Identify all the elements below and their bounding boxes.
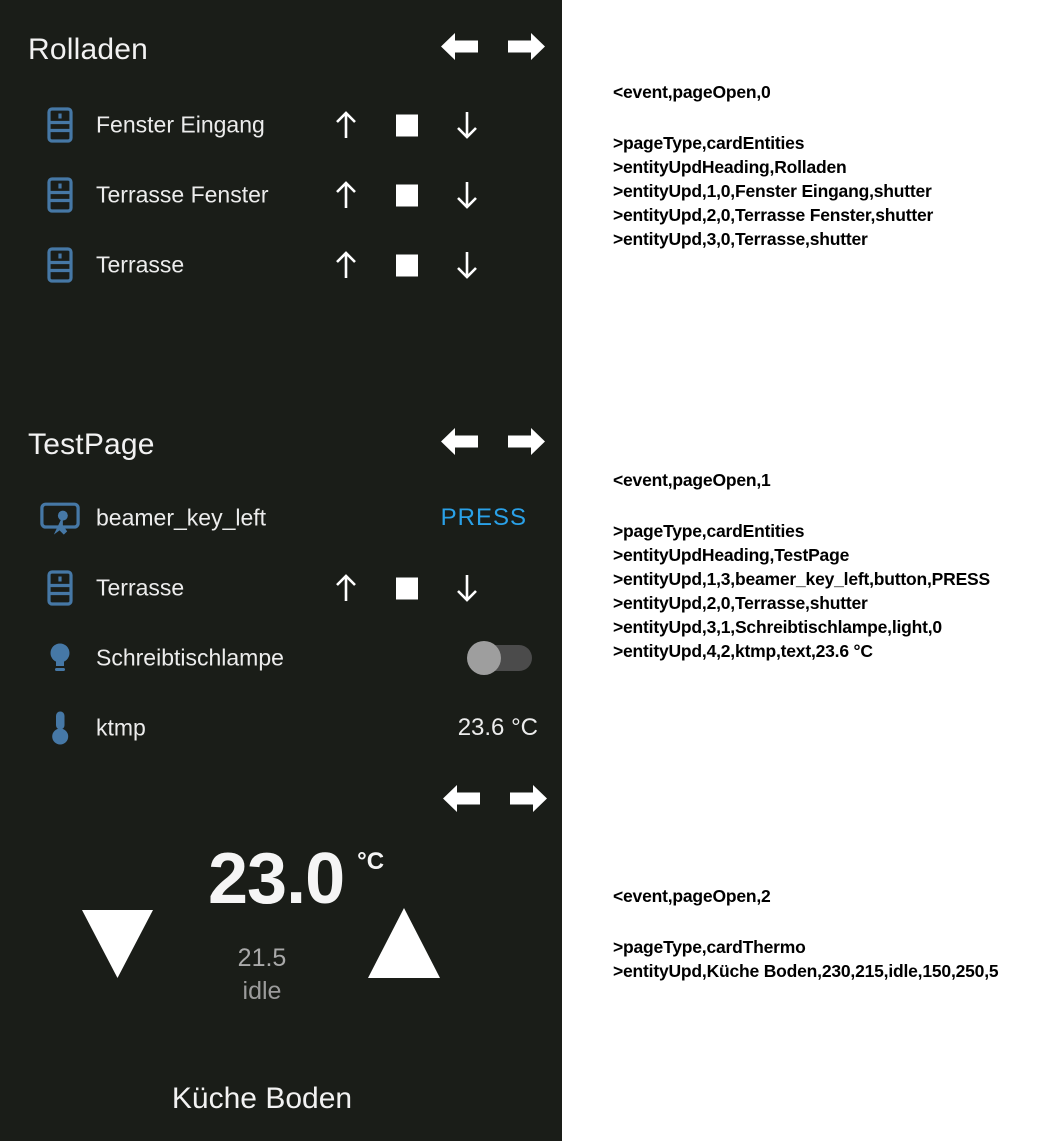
stop-square-icon bbox=[396, 577, 418, 599]
log-block-page1 bbox=[613, 468, 1038, 663]
log-response-lines bbox=[613, 131, 1038, 251]
current-temperature-value: 23.0 bbox=[208, 839, 345, 919]
log-line: >entityUpdHeading,Rolladen bbox=[613, 157, 847, 177]
log-block-page2 bbox=[613, 884, 1038, 983]
log-response-lines bbox=[613, 519, 1038, 663]
log-line: >entityUpd,2,0,Terrasse,shutter bbox=[613, 593, 868, 613]
right-block-arrow-icon bbox=[510, 783, 547, 814]
shutter-stop-button[interactable] bbox=[395, 184, 418, 207]
entity-name: Terrasse Fenster bbox=[96, 181, 269, 208]
entity-name: beamer_key_left bbox=[96, 504, 267, 531]
shutter-up-button[interactable] bbox=[331, 108, 361, 142]
temp-down-button[interactable] bbox=[82, 910, 153, 978]
window-shutter-icon bbox=[40, 107, 80, 143]
hvac-state: idle bbox=[242, 977, 282, 1005]
thermostat-title: Küche Boden bbox=[171, 1082, 353, 1115]
shutter-down-button[interactable] bbox=[452, 571, 482, 605]
stop-square-icon bbox=[396, 254, 418, 276]
stop-square-icon bbox=[396, 184, 418, 206]
left-block-arrow-icon bbox=[441, 31, 478, 62]
nav-prev-button[interactable] bbox=[441, 31, 478, 62]
left-block-arrow-icon bbox=[441, 426, 478, 457]
log-event-line: <event,pageOpen,0 bbox=[613, 82, 771, 102]
entity-row bbox=[0, 553, 562, 623]
stop-square-icon bbox=[396, 114, 418, 136]
log-line: >entityUpd,1,0,Fenster Eingang,shutter bbox=[613, 181, 932, 201]
nav-next-button[interactable] bbox=[510, 783, 547, 814]
press-button[interactable]: PRESS bbox=[440, 504, 527, 531]
window-shutter-icon bbox=[40, 177, 80, 213]
triangle-up-icon bbox=[368, 908, 440, 978]
log-line: >entityUpd,2,0,Terrasse Fenster,shutter bbox=[613, 205, 934, 225]
entity-row bbox=[0, 230, 562, 300]
window-shutter-icon bbox=[40, 247, 80, 283]
entity-name: Schreibtischlampe bbox=[96, 644, 284, 671]
log-response-lines bbox=[613, 935, 1038, 983]
lightbulb-icon bbox=[40, 642, 80, 674]
page-title: TestPage bbox=[28, 428, 155, 461]
entity-name: Terrasse bbox=[96, 574, 185, 601]
triangle-down-icon bbox=[82, 910, 153, 978]
shutter-down-button[interactable] bbox=[452, 178, 482, 212]
log-line: >pageType,cardEntities bbox=[613, 133, 805, 153]
shutter-down-button[interactable] bbox=[452, 108, 482, 142]
shutter-stop-button[interactable] bbox=[395, 114, 418, 137]
entity-name: Fenster Eingang bbox=[96, 111, 265, 138]
log-line: >pageType,cardThermo bbox=[613, 937, 806, 957]
entity-row bbox=[0, 483, 562, 553]
toggle-knob bbox=[467, 641, 501, 675]
card-entities-rolladen bbox=[0, 0, 562, 392]
log-event-line: <event,pageOpen,2 bbox=[613, 886, 771, 906]
entity-name: Terrasse bbox=[96, 251, 185, 278]
page-title: Rolladen bbox=[28, 33, 149, 66]
shutter-up-button[interactable] bbox=[331, 571, 361, 605]
shutter-up-button[interactable] bbox=[331, 178, 361, 212]
nav-prev-button[interactable] bbox=[443, 783, 480, 814]
entity-row bbox=[0, 160, 562, 230]
log-line: >entityUpd,Küche Boden,230,215,idle,150,250,5 bbox=[613, 961, 999, 981]
entity-row bbox=[0, 693, 562, 763]
log-block-page0 bbox=[613, 80, 1038, 251]
thermometer-icon bbox=[40, 710, 80, 746]
shutter-stop-button[interactable] bbox=[395, 577, 418, 600]
entity-row bbox=[0, 623, 562, 693]
current-temperature bbox=[208, 839, 385, 919]
nav-prev-button[interactable] bbox=[441, 426, 478, 457]
right-block-arrow-icon bbox=[508, 31, 545, 62]
right-block-arrow-icon bbox=[508, 426, 545, 457]
log-line: >entityUpd,3,1,Schreibtischlampe,light,0 bbox=[613, 617, 942, 637]
log-line: >entityUpd,3,0,Terrasse,shutter bbox=[613, 229, 868, 249]
entity-value: 23.6 °C bbox=[457, 714, 538, 741]
log-line: >entityUpd,4,2,ktmp,text,23.6 °C bbox=[613, 641, 873, 661]
target-temperature: 21.5 bbox=[237, 944, 287, 972]
log-event-line: <event,pageOpen,1 bbox=[613, 470, 771, 490]
log-line: >entityUpd,1,3,beamer_key_left,button,PRESS bbox=[613, 569, 990, 589]
shutter-stop-button[interactable] bbox=[395, 254, 418, 277]
temp-up-button[interactable] bbox=[368, 908, 440, 978]
shutter-down-button[interactable] bbox=[452, 248, 482, 282]
log-line: >entityUpdHeading,TestPage bbox=[613, 545, 850, 565]
light-toggle-switch-off[interactable] bbox=[470, 645, 532, 671]
nav-next-button[interactable] bbox=[508, 31, 545, 62]
log-line: >pageType,cardEntities bbox=[613, 521, 805, 541]
temperature-unit: °C bbox=[357, 848, 385, 875]
nav-next-button[interactable] bbox=[508, 426, 545, 457]
gesture-tap-button-icon bbox=[40, 500, 80, 537]
entity-row bbox=[0, 90, 562, 160]
shutter-up-button[interactable] bbox=[331, 248, 361, 282]
card-entities-testpage bbox=[0, 392, 562, 762]
window-shutter-icon bbox=[40, 570, 80, 606]
entity-name: ktmp bbox=[96, 714, 146, 741]
left-block-arrow-icon bbox=[443, 783, 480, 814]
